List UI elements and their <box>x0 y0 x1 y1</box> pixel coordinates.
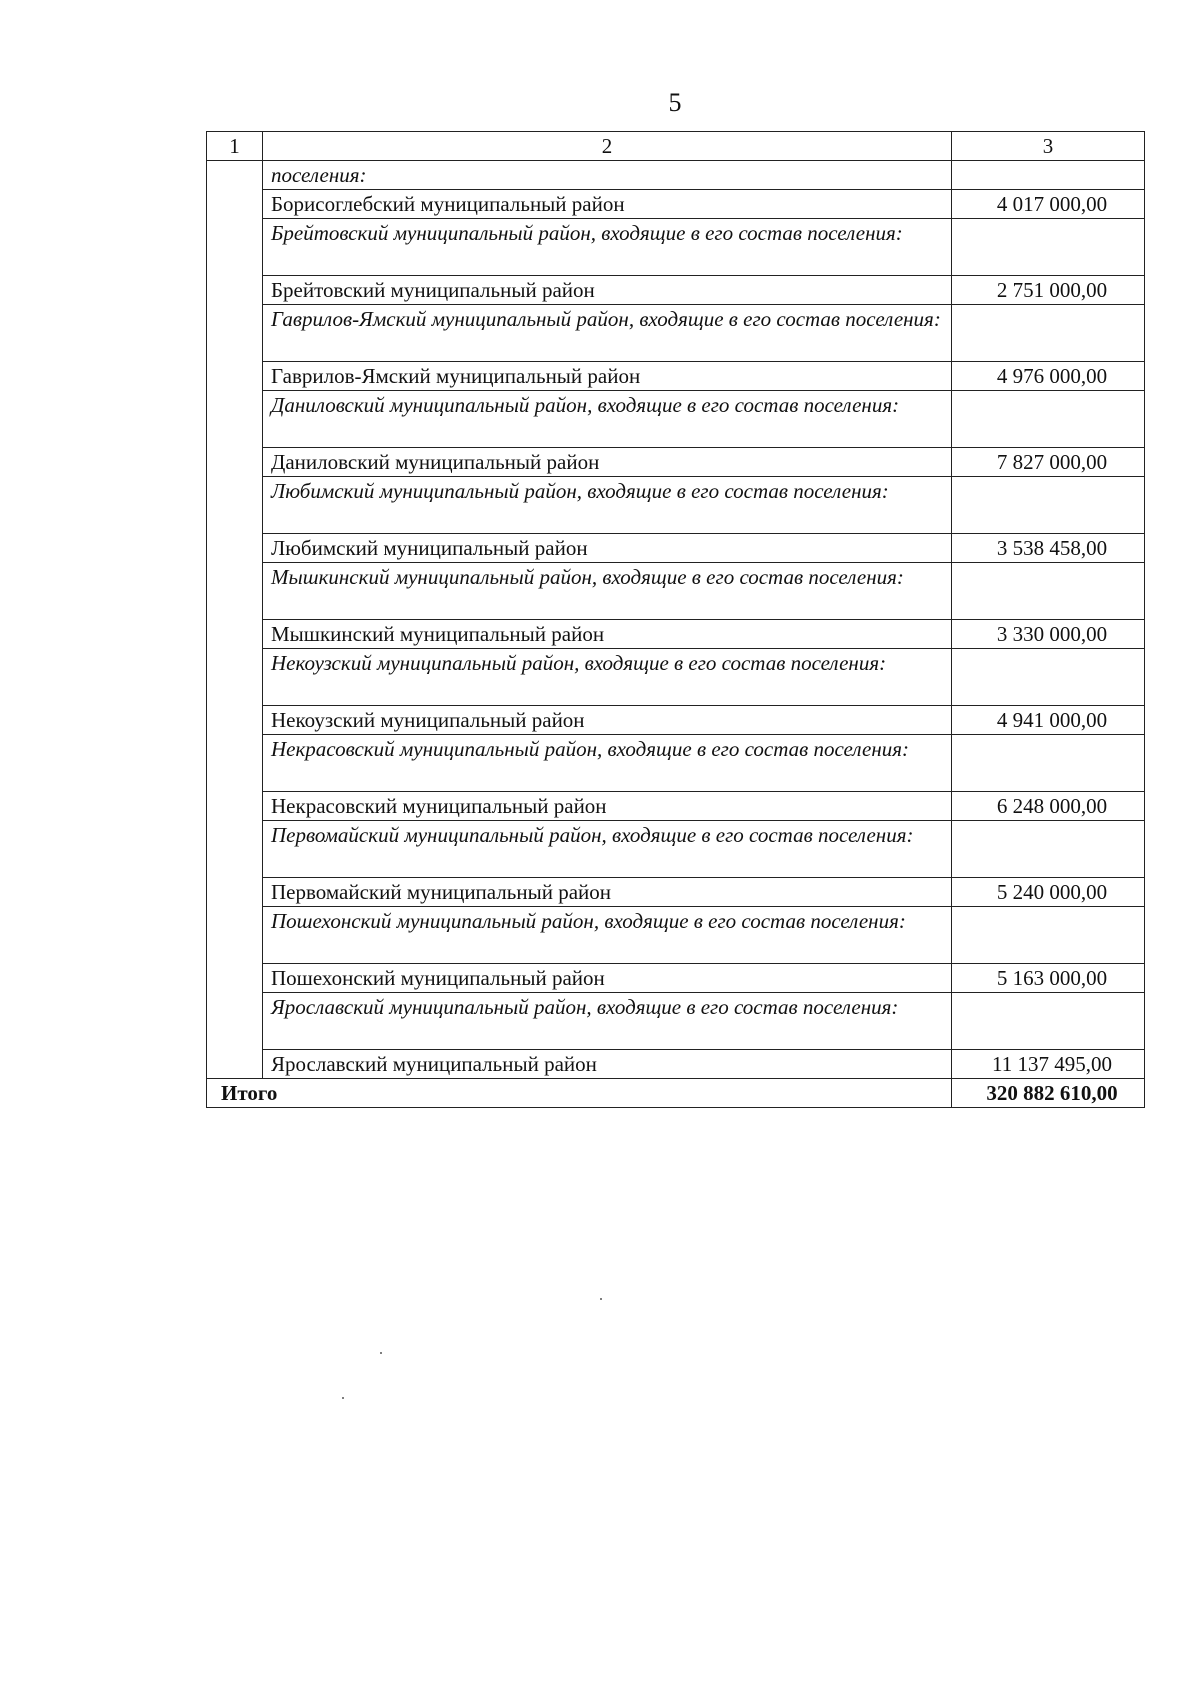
district-name-cell: Гаврилов-Ямский муниципальный район <box>263 362 952 391</box>
group-name-cell: Даниловский муниципальный район, входящие в его состав поселения: <box>263 391 952 448</box>
total-label: Итого <box>207 1079 952 1108</box>
amount-cell: 6 248 000,00 <box>952 792 1145 821</box>
group-name-cell: Некрасовский муниципальный район, входящие в его состав поселения: <box>263 735 952 792</box>
group-header-row <box>207 993 1145 1050</box>
district-row <box>207 190 1145 219</box>
amount-cell: 11 137 495,00 <box>952 1050 1145 1079</box>
amount-cell <box>952 563 1145 620</box>
group-header-row <box>207 161 1145 190</box>
group-name-cell: Любимский муниципальный район, входящие в его состав поселения: <box>263 477 952 534</box>
group-name-cell: Первомайский муниципальный район, входящие в его состав поселения: <box>263 821 952 878</box>
group-name-cell: Мышкинский муниципальный район, входящие в его состав поселения: <box>263 563 952 620</box>
group-header-row <box>207 563 1145 620</box>
amount-cell <box>952 477 1145 534</box>
district-name-cell: Ярославский муниципальный район <box>263 1050 952 1079</box>
district-name-cell: Некрасовский муниципальный район <box>263 792 952 821</box>
district-row <box>207 792 1145 821</box>
group-name-cell: Пошехонский муниципальный район, входящие в его состав поселения: <box>263 907 952 964</box>
group-name-cell: Брейтовский муниципальный район, входящие в его состав поселения: <box>263 219 952 276</box>
column-header-3: 3 <box>952 132 1145 161</box>
budget-table <box>206 131 1145 1108</box>
group-name-cell: Ярославский муниципальный район, входящие в его состав поселения: <box>263 993 952 1050</box>
group-name-cell: Гаврилов-Ямский муниципальный район, входящие в его состав поселения: <box>263 305 952 362</box>
district-row <box>207 448 1145 477</box>
amount-cell <box>952 161 1145 190</box>
column-header-2: 2 <box>263 132 952 161</box>
amount-cell <box>952 391 1145 448</box>
district-name-cell: Мышкинский муниципальный район <box>263 620 952 649</box>
amount-cell: 4 941 000,00 <box>952 706 1145 735</box>
district-name-cell: Брейтовский муниципальный район <box>263 276 952 305</box>
group-name-cell: поселения: <box>263 161 952 190</box>
group-header-row <box>207 735 1145 792</box>
district-row <box>207 964 1145 993</box>
column-header-1: 1 <box>207 132 263 161</box>
amount-cell: 5 163 000,00 <box>952 964 1145 993</box>
group-name-cell: Некоузский муниципальный район, входящие в его состав поселения: <box>263 649 952 706</box>
amount-cell <box>952 993 1145 1050</box>
district-row <box>207 276 1145 305</box>
district-name-cell: Некоузский муниципальный район <box>263 706 952 735</box>
district-name-cell: Первомайский муниципальный район <box>263 878 952 907</box>
table-header-row <box>207 132 1145 161</box>
amount-cell: 3 330 000,00 <box>952 620 1145 649</box>
district-row <box>207 362 1145 391</box>
group-header-row <box>207 219 1145 276</box>
amount-cell: 5 240 000,00 <box>952 878 1145 907</box>
total-amount: 320 882 610,00 <box>952 1079 1145 1108</box>
scan-speck <box>342 1397 344 1399</box>
group-header-row <box>207 477 1145 534</box>
amount-cell <box>952 219 1145 276</box>
district-name-cell: Любимский муниципальный район <box>263 534 952 563</box>
row-number-cell <box>207 161 263 1079</box>
scan-speck <box>600 1298 602 1300</box>
total-row <box>207 1079 1145 1108</box>
group-header-row <box>207 649 1145 706</box>
amount-cell: 7 827 000,00 <box>952 448 1145 477</box>
amount-cell: 4 976 000,00 <box>952 362 1145 391</box>
district-name-cell: Пошехонский муниципальный район <box>263 964 952 993</box>
group-header-row <box>207 907 1145 964</box>
scan-speck <box>380 1352 382 1354</box>
page-number: 5 <box>668 88 682 117</box>
group-header-row <box>207 391 1145 448</box>
district-row <box>207 1050 1145 1079</box>
amount-cell <box>952 821 1145 878</box>
district-row <box>207 878 1145 907</box>
group-header-row <box>207 821 1145 878</box>
district-name-cell: Борисоглебский муниципальный район <box>263 190 952 219</box>
amount-cell <box>952 735 1145 792</box>
amount-cell <box>952 907 1145 964</box>
district-name-cell: Даниловский муниципальный район <box>263 448 952 477</box>
amount-cell: 3 538 458,00 <box>952 534 1145 563</box>
district-row <box>207 620 1145 649</box>
amount-cell: 4 017 000,00 <box>952 190 1145 219</box>
amount-cell <box>952 649 1145 706</box>
amount-cell <box>952 305 1145 362</box>
district-row <box>207 706 1145 735</box>
group-header-row <box>207 305 1145 362</box>
amount-cell: 2 751 000,00 <box>952 276 1145 305</box>
district-row <box>207 534 1145 563</box>
